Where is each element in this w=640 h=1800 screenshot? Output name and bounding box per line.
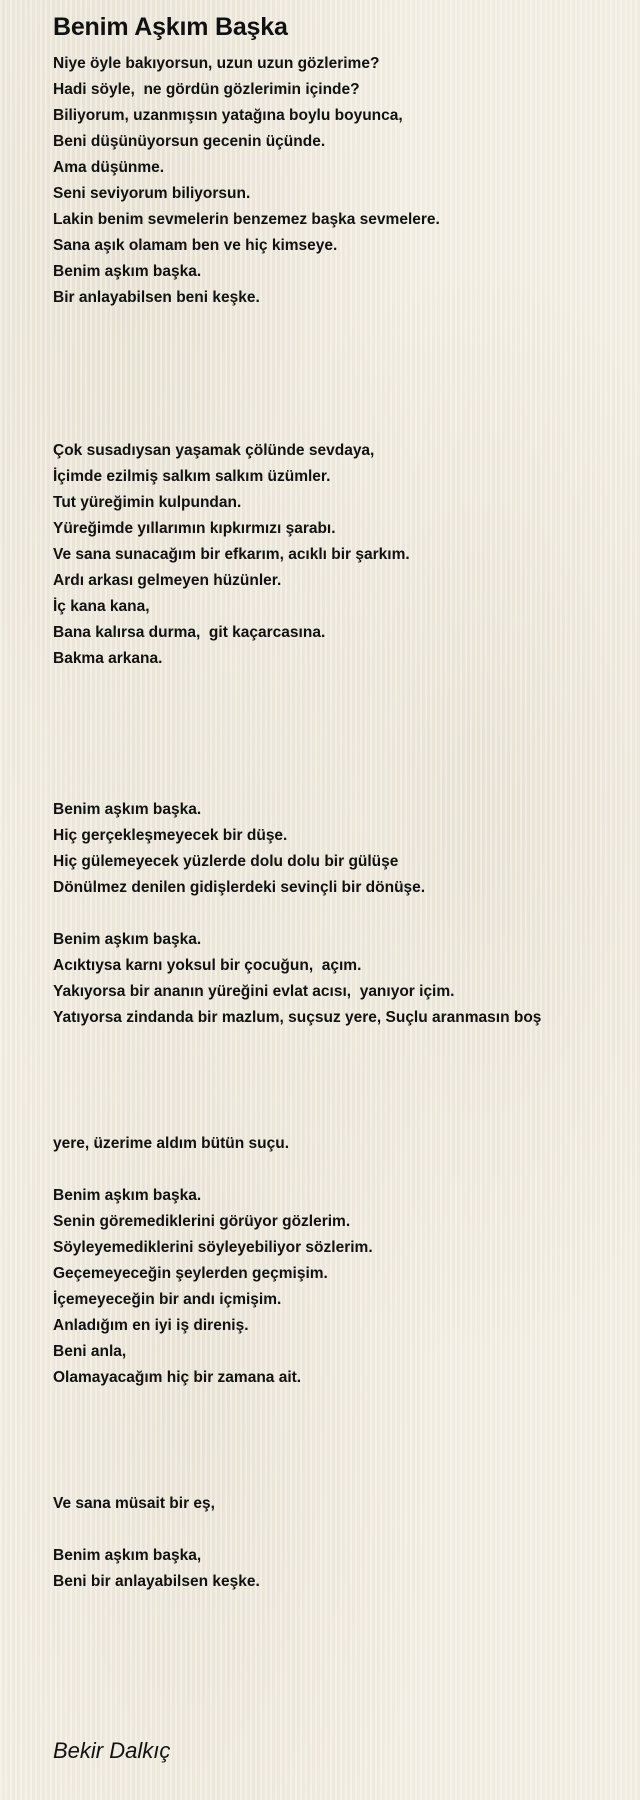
poem-line: Çok susadıysan yaşamak çölünde sevdaya, bbox=[53, 442, 375, 459]
poem-title: Benim Aşkım Başka bbox=[53, 13, 288, 41]
poem-line: Lakin benim sevmelerin benzemez başka sevmelere. bbox=[53, 211, 440, 228]
poem-line: Benim aşkım başka. bbox=[53, 1187, 202, 1204]
poem-line: Ama düşünme. bbox=[53, 159, 165, 176]
stanza-3 bbox=[53, 797, 613, 1031]
poem-line: Hiç gülemeyecek yüzlerde dolu dolu bir gülüşe bbox=[53, 853, 399, 870]
poem-line: Yüreğimde yıllarımın kıpkırmızı şarabı. bbox=[53, 520, 336, 537]
blank-line bbox=[53, 1517, 613, 1543]
poem-line: Bir anlayabilsen beni keşke. bbox=[53, 289, 260, 306]
poem-line: Benim aşkım başka. bbox=[53, 931, 202, 948]
poem-line: Seni seviyorum biliyorsun. bbox=[53, 185, 251, 202]
poem-line: Benim aşkım başka. bbox=[53, 263, 202, 280]
stanza-4 bbox=[53, 1131, 613, 1391]
poem-line: İç kana kana, bbox=[53, 598, 150, 615]
author-signature: Bekir Dalkıç bbox=[53, 1738, 171, 1763]
poem-line: Hiç gerçekleşmeyecek bir düşe. bbox=[53, 827, 288, 844]
poem-line: Ardı arkası gelmeyen hüzünler. bbox=[53, 572, 282, 589]
poem-line: Dönülmez denilen gidişlerdeki sevinçli bir dönüşe. bbox=[53, 879, 426, 896]
poem-line: Yatıyorsa zindanda bir mazlum, suçsuz yere, Suçlu aranmasın boş bbox=[53, 1009, 542, 1026]
stanza-1 bbox=[53, 51, 613, 311]
poem-line: Beni bir anlayabilsen keşke. bbox=[53, 1573, 260, 1590]
poem-line: Anladığım en iyi iş direniş. bbox=[53, 1317, 249, 1334]
poem-line: Beni düşünüyorsun gecenin üçünde. bbox=[53, 133, 326, 150]
poem-line: Geçemeyeceğin şeylerden geçmişim. bbox=[53, 1265, 328, 1282]
blank-line bbox=[53, 1157, 613, 1183]
poem-line: Beni anla, bbox=[53, 1343, 127, 1360]
poem-line: Olamayacağım hiç bir zamana ait. bbox=[53, 1369, 302, 1386]
poem-line: İçimde ezilmiş salkım salkım üzümler. bbox=[53, 468, 331, 485]
poem-line: Biliyorum, uzanmışsın yatağına boylu boyunca, bbox=[53, 107, 403, 124]
poem-line: İçemeyeceğin bir andı içmişim. bbox=[53, 1291, 282, 1308]
poem-line: Tut yüreğimin kulpundan. bbox=[53, 494, 242, 511]
poem-line: Bakma arkana. bbox=[53, 650, 163, 667]
poem-line: Bana kalırsa durma, git kaçarcasına. bbox=[53, 624, 326, 641]
poem-line: Benim aşkım başka. bbox=[53, 801, 202, 818]
poem-line: Sana aşık olamam ben ve hiç kimseye. bbox=[53, 237, 338, 254]
poem-line: Niye öyle bakıyorsun, uzun uzun gözlerime? bbox=[53, 55, 380, 72]
stanza-5 bbox=[53, 1491, 613, 1595]
poem-line: Acıktıysa karnı yoksul bir çocuğun, açım. bbox=[53, 957, 362, 974]
blank-line bbox=[53, 901, 613, 927]
poem-line: yere, üzerime aldım bütün suçu. bbox=[53, 1135, 290, 1152]
poem-line: Ve sana sunacağım bir efkarım, acıklı bir şarkım. bbox=[53, 546, 410, 563]
poem-line: Benim aşkım başka, bbox=[53, 1547, 202, 1564]
poem-line: Ve sana müsait bir eş, bbox=[53, 1495, 215, 1512]
poem-line: Senin göremediklerini görüyor gözlerim. bbox=[53, 1213, 351, 1230]
stanza-2 bbox=[53, 438, 613, 672]
poem-line: Söyleyemediklerini söyleyebiliyor sözlerim. bbox=[53, 1239, 373, 1256]
poem-line: Hadi söyle, ne gördün gözlerimin içinde? bbox=[53, 81, 360, 98]
poem-line: Yakıyorsa bir ananın yüreğini evlat acısı, yanıyor içim. bbox=[53, 983, 455, 1000]
